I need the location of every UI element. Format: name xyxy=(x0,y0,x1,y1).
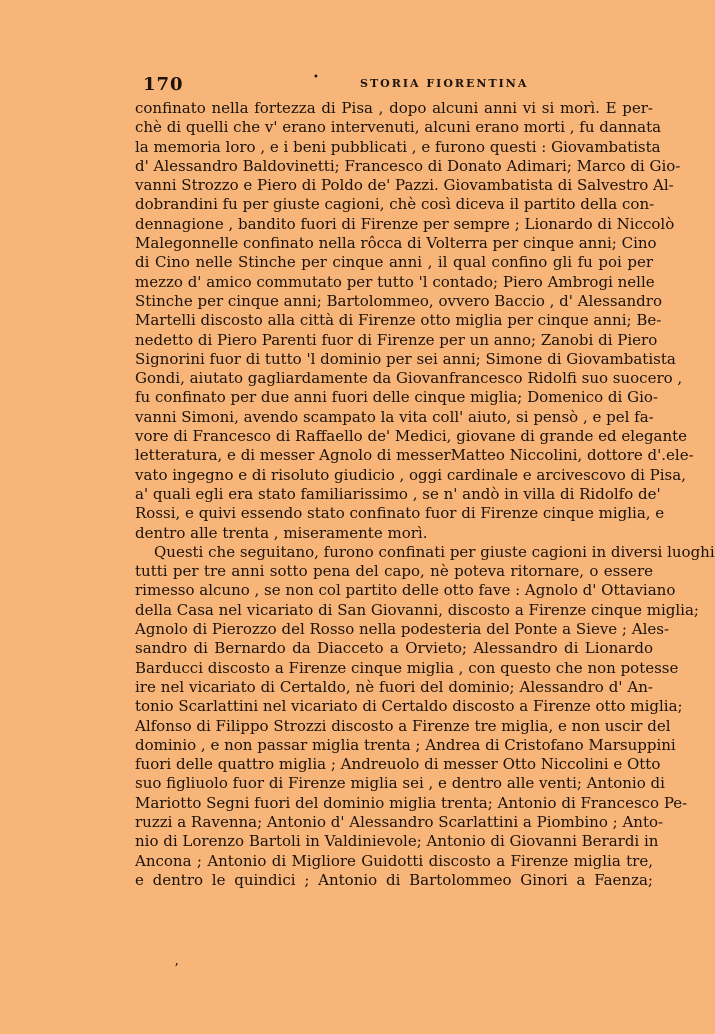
body-text xyxy=(135,99,715,890)
text-line: Ancona ; Antonio di Migliore Guidotti discosto a Firenze miglia tre, xyxy=(135,851,653,870)
text-line: vanni Strozzo e Piero di Poldo de' Pazzi. Giovambatista di Salvestro Al- xyxy=(135,176,674,195)
text-line: Barducci discosto a Firenze cinque miglia , con questo che non potesse xyxy=(135,658,679,677)
text-line: Agnolo di Pierozzo del Rosso nella podesteria del Ponte a Sieve ; Ales- xyxy=(135,620,670,639)
text-line: Rossi, e quivi essendo stato confinato fuor di Firenze cinque miglia, e xyxy=(135,504,665,523)
text-line: fu confinato per due anni fuori delle cinque miglia; Domenico di Gio- xyxy=(135,388,658,407)
text-line: dobrandini fu per giuste cagioni, chè così diceva il partito della con- xyxy=(135,195,655,214)
text-line: tutti per tre anni sotto pena del capo, nè poteva ritornare, o essere xyxy=(135,562,653,581)
paragraph-first-line: Questi che seguitano, furono confinati per giuste cagioni in diversi luoghi xyxy=(154,542,715,561)
text-line: e dentro le quindici ; Antonio di Bartolommeo Ginori a Faenza; xyxy=(135,870,653,889)
running-title: STORIA FIORENTINA xyxy=(360,77,529,90)
text-line: Malegonnelle confinato nella rôcca di Volterra per cinque anni; Cino xyxy=(135,234,657,253)
text-line: della Casa nel vicariato di San Giovanni, discosto a Firenze cinque miglia; xyxy=(135,600,699,619)
text-line: a' quali egli era stato familiarissimo , se n' andò in villa di Ridolfo de' xyxy=(135,484,661,503)
page-number: 170 xyxy=(143,74,184,95)
text-line: confinato nella fortezza di Pisa , dopo alcuni anni vi si morì. E per- xyxy=(135,99,653,117)
text-line: d' Alessandro Baldovinetti; Francesco di Donato Adimari; Marco di Gio- xyxy=(135,156,681,175)
text-line: Martelli discosto alla città di Firenze otto miglia per cinque anni; Be- xyxy=(135,311,662,330)
text-line: letteratura, e di messer Agnolo di messerMatteo Niccolini, dottore d'.ele- xyxy=(135,446,694,465)
text-line: vato ingegno e di risoluto giudicio , oggi cardinale e arcivescovo di Pisa, xyxy=(135,465,686,484)
text-line: la memoria loro , e i beni pubblicati , e furono questi : Giovambatista xyxy=(135,137,661,156)
text-line: ire nel vicariato di Certaldo, nè fuori del dominio; Alessandro d' An- xyxy=(135,677,653,696)
paragraph-last-line: dentro alle trenta , miseramente morì. xyxy=(135,523,428,542)
text-line: Mariotto Segni fuori del dominio miglia trenta; Antonio di Francesco Pe- xyxy=(135,793,688,812)
text-line: Signorini fuor di tutto 'l dominio per sei anni; Simone di Giovambatista xyxy=(135,349,676,368)
text-line: di Cino nelle Stinche per cinque anni , il qual confino gli fu poi per xyxy=(135,253,653,272)
header-mark: • xyxy=(313,72,319,83)
text-line: dominio , e non passar miglia trenta ; Andrea di Cristofano Marsuppini xyxy=(135,735,676,754)
text-line: Alfonso di Filippo Strozzi discosto a Firenze tre miglia, e non uscir del xyxy=(135,716,671,735)
text-line: vanni Simoni, avendo scampato la vita coll' aiuto, si pensò , e pel fa- xyxy=(135,407,654,426)
stray-mark: ʼ xyxy=(174,962,179,977)
page-header xyxy=(135,74,653,96)
text-line: nio di Lorenzo Bartoli in Valdinievole; Antonio di Giovanni Berardi in xyxy=(135,832,659,851)
text-line: chè di quelli che v' erano intervenuti, alcuni erano morti , fu dannata xyxy=(135,118,662,137)
text-line: fuori delle quattro miglia ; Andreuolo di messer Otto Niccolini e Otto xyxy=(135,755,661,774)
text-line: dennagione , bandito fuori di Firenze per sempre ; Lionardo di Niccolò xyxy=(135,214,675,233)
text-line: tonio Scarlattini nel vicariato di Certaldo discosto a Firenze otto miglia; xyxy=(135,697,683,716)
text-line: nedetto di Piero Parenti fuor di Firenze per un anno; Zanobi di Piero xyxy=(135,330,658,349)
text-line: suo figliuolo fuor di Firenze miglia sei , e dentro alle venti; Antonio di xyxy=(135,774,665,793)
text-line: ruzzi a Ravenna; Antonio d' Alessandro Scarlattini a Piombino ; Anto- xyxy=(135,812,664,831)
text-line: rimesso alcuno , se non col partito delle otto fave : Agnolo d' Ottaviano xyxy=(135,581,676,600)
text-line: vore di Francesco di Raffaello de' Medici, giovane di grande ed elegante xyxy=(135,427,688,446)
text-line: Gondi, aiutato gagliardamente da Giovanfrancesco Ridolfi suo suocero , xyxy=(135,369,683,388)
text-line: sandro di Bernardo da Diacceto a Orvieto; Alessandro di Lionardo xyxy=(135,639,653,658)
text-line: Stinche per cinque anni; Bartolommeo, ovvero Baccio , d' Alessandro xyxy=(135,291,662,310)
text-line: mezzo d' amico commutato per tutto 'l contado; Piero Ambrogi nelle xyxy=(135,272,655,291)
